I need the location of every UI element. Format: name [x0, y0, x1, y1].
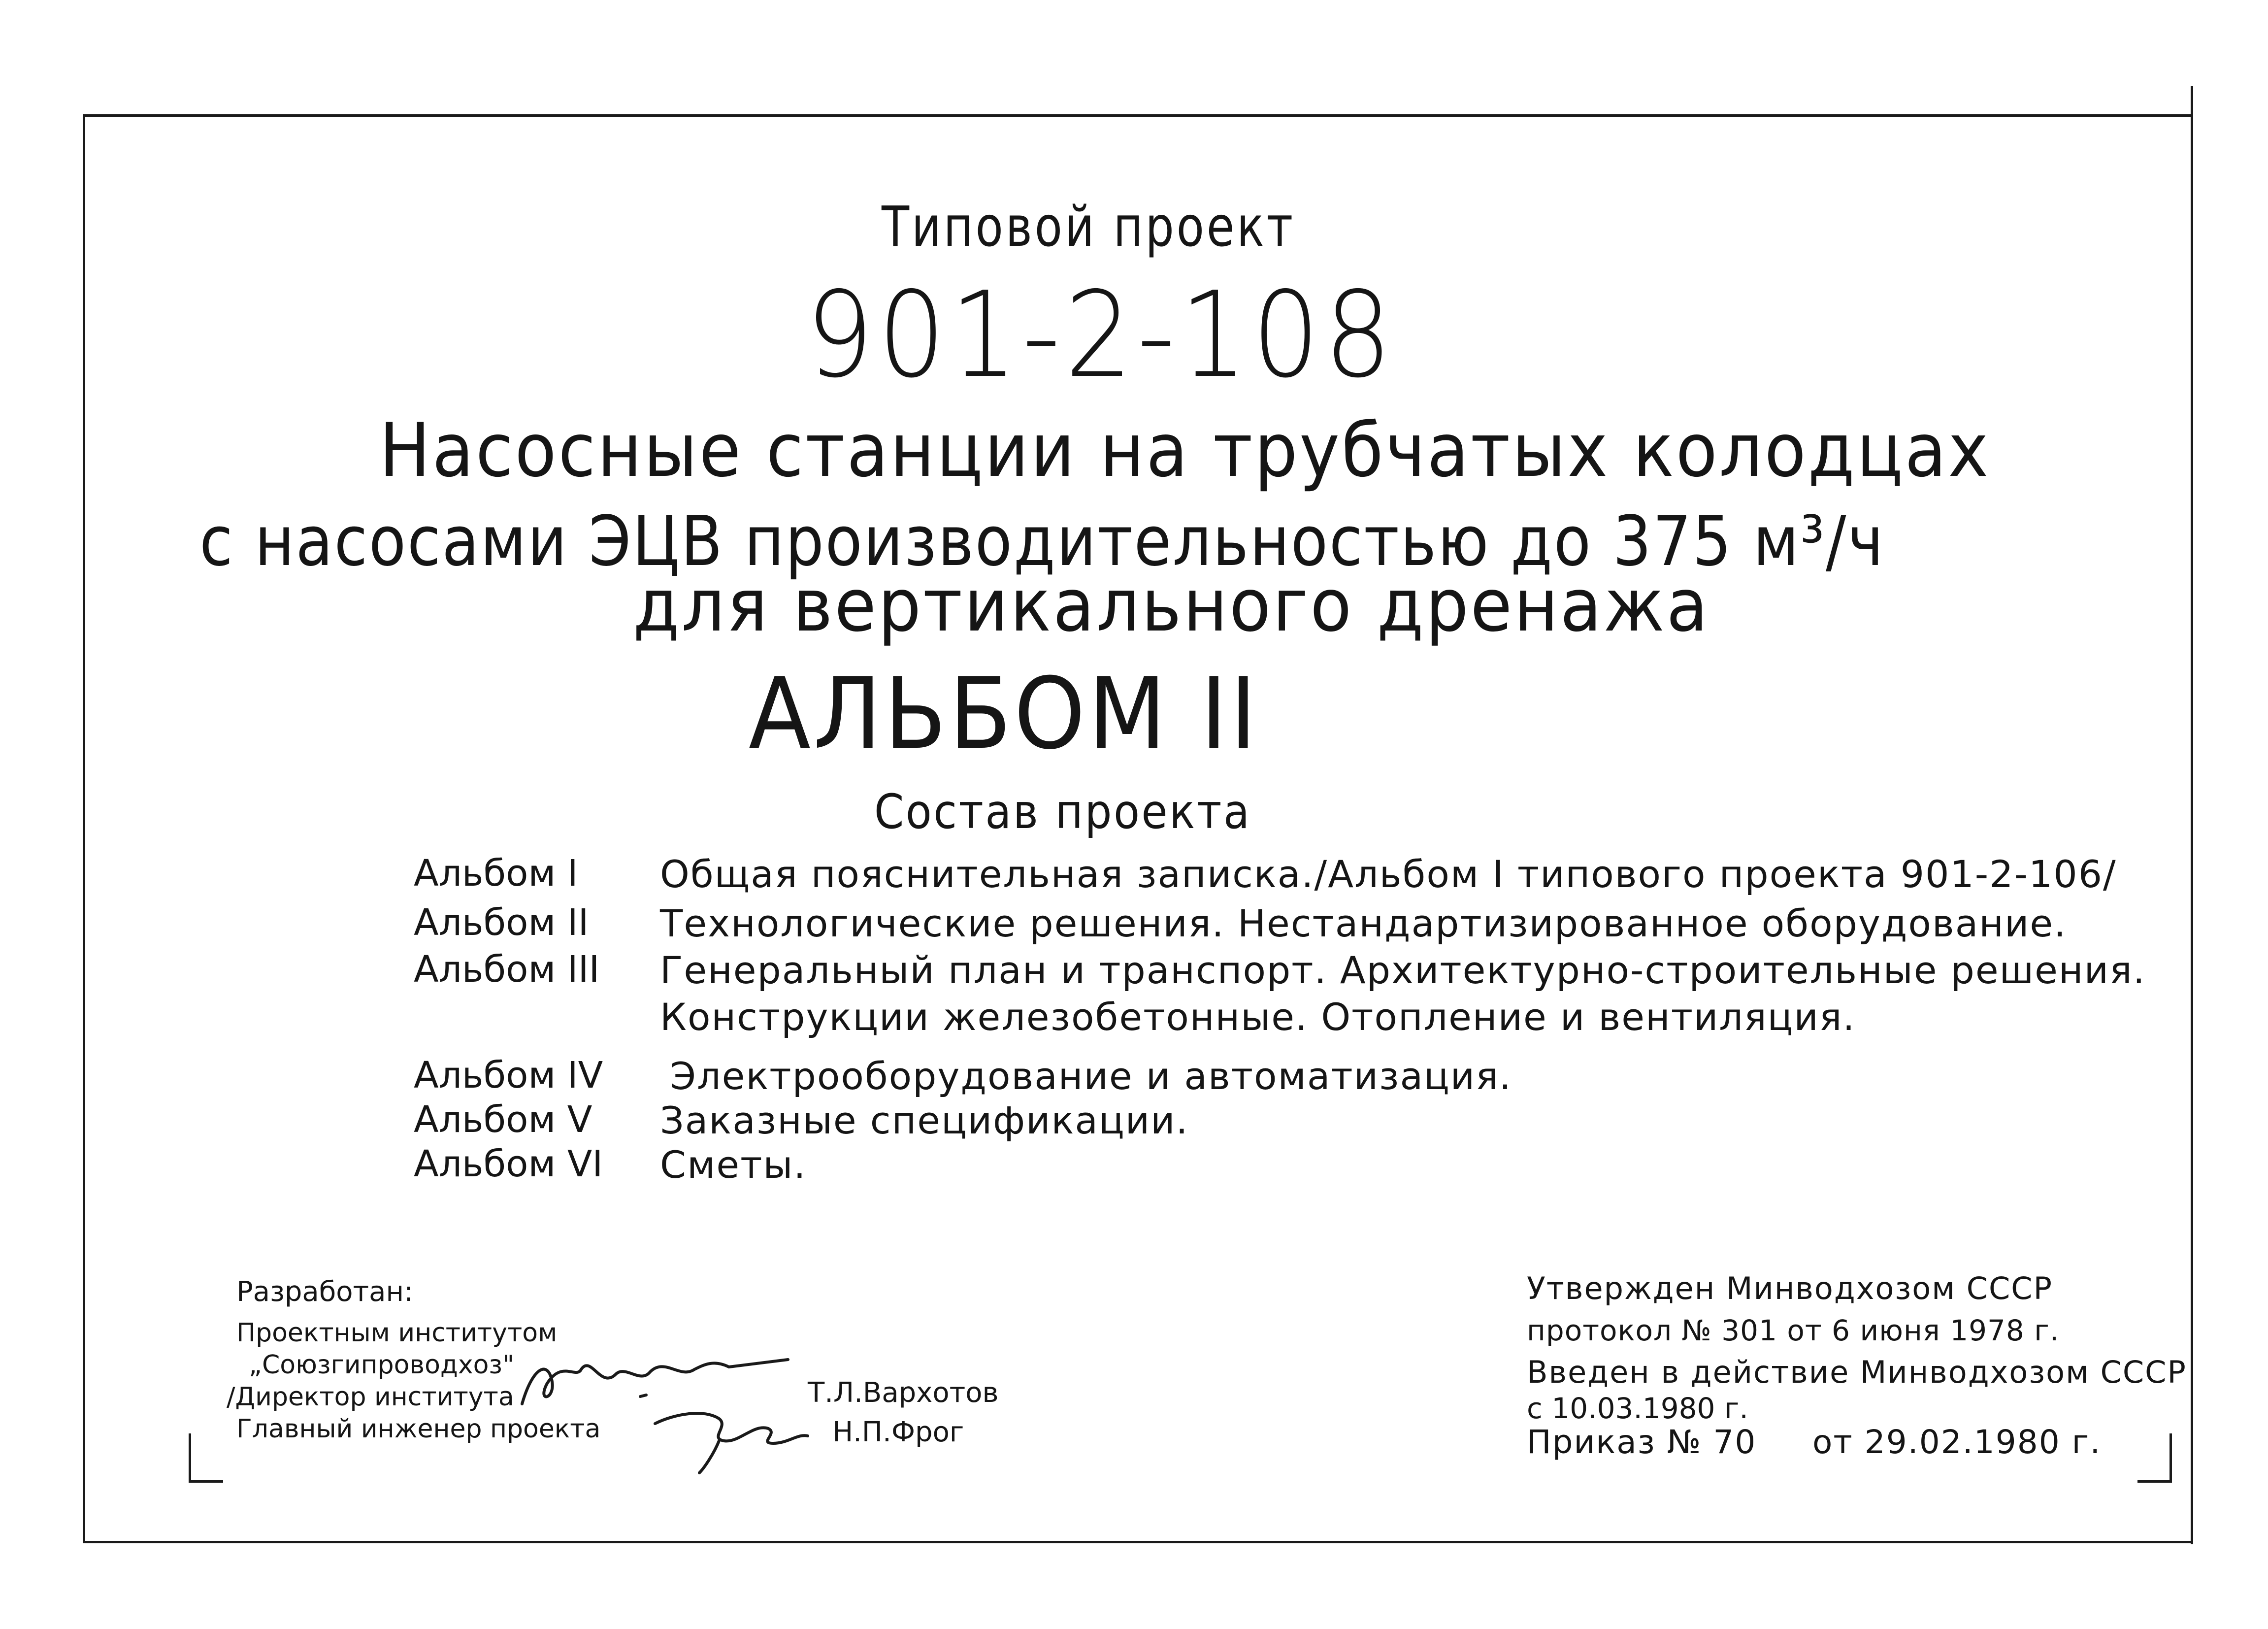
album-number-label: Альбом VI: [414, 1143, 603, 1185]
album-contents-text: Генеральный план и транспорт. Архитектурно-строительные решения.: [660, 948, 2146, 992]
album-contents-text: Сметы.: [660, 1143, 807, 1187]
title-line-1: Насосные станции на трубчатых колодцах: [379, 408, 1990, 494]
frame-top-line: [84, 114, 2192, 117]
composition-heading: Состав проекта: [874, 784, 1251, 839]
frame-bottom-line: [83, 1541, 2193, 1543]
album-number-label: Альбом II: [414, 901, 589, 944]
album-number-label: Альбом IV: [414, 1054, 603, 1097]
album-contents-text: Конструкции железобетонные. Отопление и вентиляция.: [660, 995, 1856, 1039]
album-contents-text: Заказные спецификации.: [660, 1098, 1189, 1142]
title-line-3: для вертикального дренажа: [633, 563, 1710, 648]
approval-line-1: Утвержден Минводхозом СССР: [1527, 1270, 2053, 1306]
developer-institute-line: Проектным институтом: [236, 1318, 558, 1348]
developer-chief-engineer-line: Главный инженер проекта: [236, 1414, 601, 1444]
approval-line-2: протокол № 301 от 6 июня 1978 г.: [1527, 1314, 2060, 1347]
album-number-label: Альбом I: [414, 852, 578, 895]
developer-director-line: /Директор института: [227, 1382, 514, 1412]
album-contents-text: Общая пояснительная записка./Альбом I типового проекта 901-2-106/: [660, 852, 2117, 896]
corner-bracket-left-vertical: [189, 1433, 191, 1483]
chief-engineer-name: Н.П.Фрог: [832, 1416, 964, 1448]
album-contents-text: Технологические решения. Нестандартизированное оборудование.: [660, 901, 2067, 945]
album-number-label: Альбом III: [414, 948, 600, 991]
album-title: АЛЬБОМ II: [749, 657, 1259, 771]
developer-heading: Разработан:: [236, 1276, 413, 1308]
developer-institute-name: „Союзгипроводхоз": [249, 1350, 514, 1380]
approval-line-4: с 10.03.1980 г.: [1527, 1392, 1748, 1425]
approval-line-3: Введен в действие Минводхозом СССР: [1527, 1354, 2187, 1390]
director-name: Т.Л.Вархотов: [808, 1377, 999, 1409]
corner-bracket-right-vertical: [2169, 1433, 2172, 1483]
order-date: от 29.02.1980 г.: [1812, 1423, 2102, 1461]
album-number-label: Альбом V: [414, 1098, 592, 1141]
order-number: Приказ № 70: [1527, 1423, 1757, 1461]
title-line-2: с насосами ЭЦВ производительностью до 375 м³/ч: [199, 501, 1885, 582]
corner-bracket-left-horizontal: [189, 1480, 223, 1483]
project-number: 901-2-108: [806, 266, 1397, 404]
album-contents-text: Электрооборудование и автоматизация.: [670, 1054, 1512, 1098]
project-type-label: Типовой проект: [882, 195, 1296, 259]
corner-bracket-right-horizontal: [2137, 1480, 2172, 1483]
chief-engineer-signature: [645, 1394, 813, 1478]
